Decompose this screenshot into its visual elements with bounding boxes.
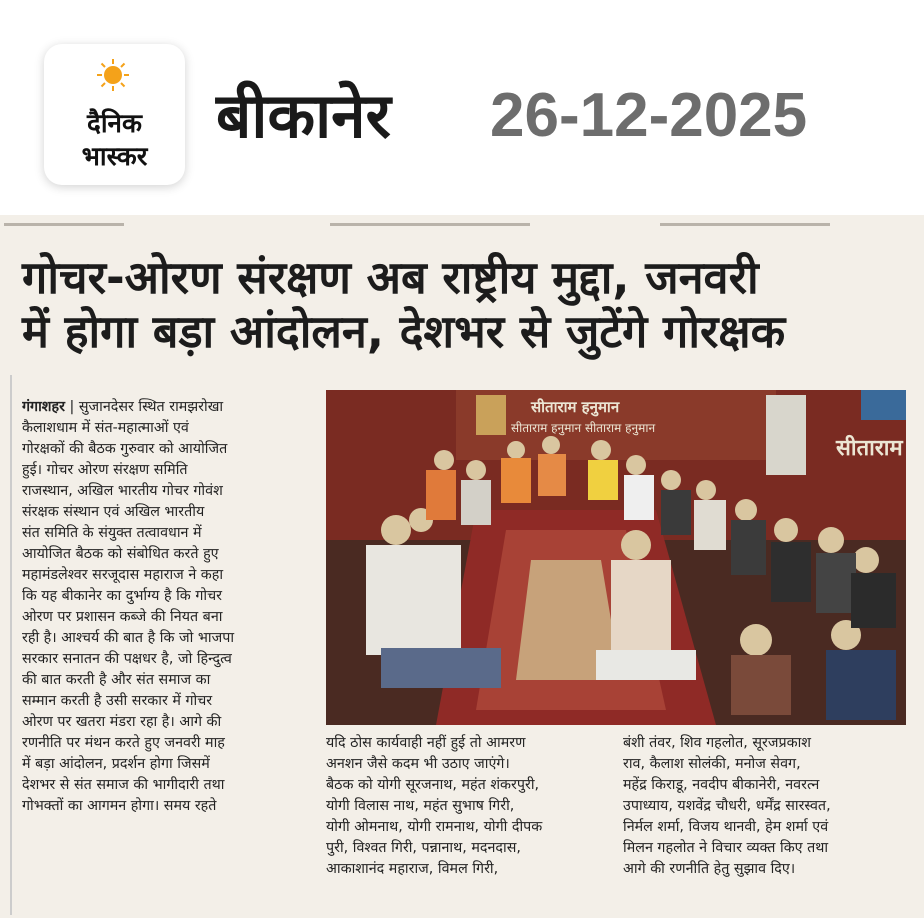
- body-line: मिलन गहलोत ने विचार व्यक्त किए तथा: [623, 840, 829, 856]
- city-title: बीकानेर: [216, 79, 391, 152]
- body-line: देशभर से संत समाज की भागीदारी तथा: [22, 777, 225, 793]
- body-line: ओरण पर खतरा मंडरा रहा है। आगे की: [22, 714, 222, 730]
- body-line: आयोजित बैठक को संबोधित करते हुए: [22, 546, 219, 562]
- body-line: ओरण पर प्रशासन कब्जे की नियत बना: [22, 609, 223, 625]
- body-line: रणनीति पर मंथन करते हुए जनवरी माह: [22, 735, 225, 751]
- body-line: राव, कैलाश सोलंकी, मनोज सेवग,: [623, 756, 801, 772]
- headline-line-2: में होगा बड़ा आंदोलन, देशभर से जुटेंगे गोरक्षक: [22, 305, 786, 358]
- sun-icon: [96, 58, 130, 92]
- body-line: योगी ओमनाथ, योगी रामनाथ, योगी दीपक: [326, 819, 543, 835]
- dainik-bhaskar-logo: [44, 44, 185, 185]
- body-line: निर्मल शर्मा, विजय थानवी, हेम शर्मा एवं: [623, 819, 829, 835]
- column-rule: [10, 375, 12, 915]
- meeting-photo: [326, 390, 906, 725]
- wall-text: सीताराम: [836, 436, 903, 461]
- body-line: योगी विलास नाथ, महंत सुभाष गिरी,: [326, 798, 515, 814]
- body-line: महामंडलेश्वर सरजूदास महाराज ने कहा: [22, 567, 224, 583]
- body-line: में बड़ा आंदोलन, प्रदर्शन होगा जिसमें: [22, 756, 210, 772]
- article-column-3: [623, 733, 906, 918]
- headline-line-1: गोचर-ओरण संरक्षण अब राष्ट्रीय मुद्दा, जनवरी: [22, 251, 759, 304]
- logo-line-2: भास्कर: [81, 142, 148, 172]
- body-line: सम्मान करती है उसी सरकार में गोचर: [22, 693, 213, 709]
- body-line: राजस्थान, अखिल भारतीय गोचर गोवंश: [22, 483, 223, 499]
- body-line: उपाध्याय, यशवेंद्र चौधरी, धर्मेंद्र सारस्वत,: [623, 798, 831, 814]
- body-line: आगे की रणनीति हेतु सुझाव दिए।: [623, 861, 796, 877]
- body-line: कि यह बीकानेर का दुर्भाग्य है कि गोचर: [22, 588, 222, 604]
- body-line: संरक्षक संस्थान एवं अखिल भारतीय: [22, 504, 205, 520]
- wall-text: सीताराम हनुमान: [531, 398, 620, 416]
- body-line: अनशन जैसे कदम भी उठाए जाएंगे।: [326, 756, 510, 772]
- newspaper-clipping: [0, 215, 924, 918]
- body-line: पुरी, विश्वत गिरी, पन्नानाथ, मदनदास,: [326, 840, 521, 856]
- body-line: | सुजानदेसर स्थित रामझरोखा: [69, 399, 224, 415]
- page-header: [0, 0, 924, 215]
- article-headline: [22, 251, 912, 359]
- body-line: कैलाशधाम में संत-महात्माओं एवं: [22, 420, 189, 436]
- body-line: गोभक्तों का आगमन होगा। समय रहते: [22, 798, 217, 814]
- body-line: की बात करती है और संत समाज का: [22, 672, 211, 688]
- body-line: बैठक को योगी सूरजनाथ, महंत शंकरपुरी,: [326, 777, 540, 793]
- body-line: महेंद्र किराडू, नवदीप बीकानेरी, नवरत्न: [623, 777, 820, 793]
- dateline: गंगाशहर: [22, 399, 65, 415]
- body-line: यदि ठोस कार्यवाही नहीं हुई तो आमरण: [326, 735, 526, 751]
- body-line: बंशी तंवर, शिव गहलोत, सूरजप्रकाश: [623, 735, 812, 751]
- body-line: गोरक्षकों की बैठक गुरुवार को आयोजित: [22, 441, 228, 457]
- body-line: आकाशानंद महाराज, विमल गिरी,: [326, 861, 499, 877]
- body-line: रही है। आश्चर्य की बात है कि जो भाजपा: [22, 630, 235, 646]
- article-column-2: [326, 733, 607, 918]
- cropped-page-header-strip: [0, 223, 924, 233]
- logo-line-1: दैनिक: [87, 109, 142, 139]
- wall-text: सीताराम हनुमान सीताराम हनुमान: [511, 421, 656, 435]
- article-column-1: [22, 397, 318, 917]
- body-line: संत समिति के संयुक्त तत्वावधान में: [22, 525, 202, 541]
- body-line: सरकार सनातन की पक्षधर है, जो हिन्दुत्व: [22, 651, 232, 667]
- body-line: हुई। गोचर ओरण संरक्षण समिति: [22, 462, 188, 478]
- edition-date: 26-12-2025: [490, 81, 808, 150]
